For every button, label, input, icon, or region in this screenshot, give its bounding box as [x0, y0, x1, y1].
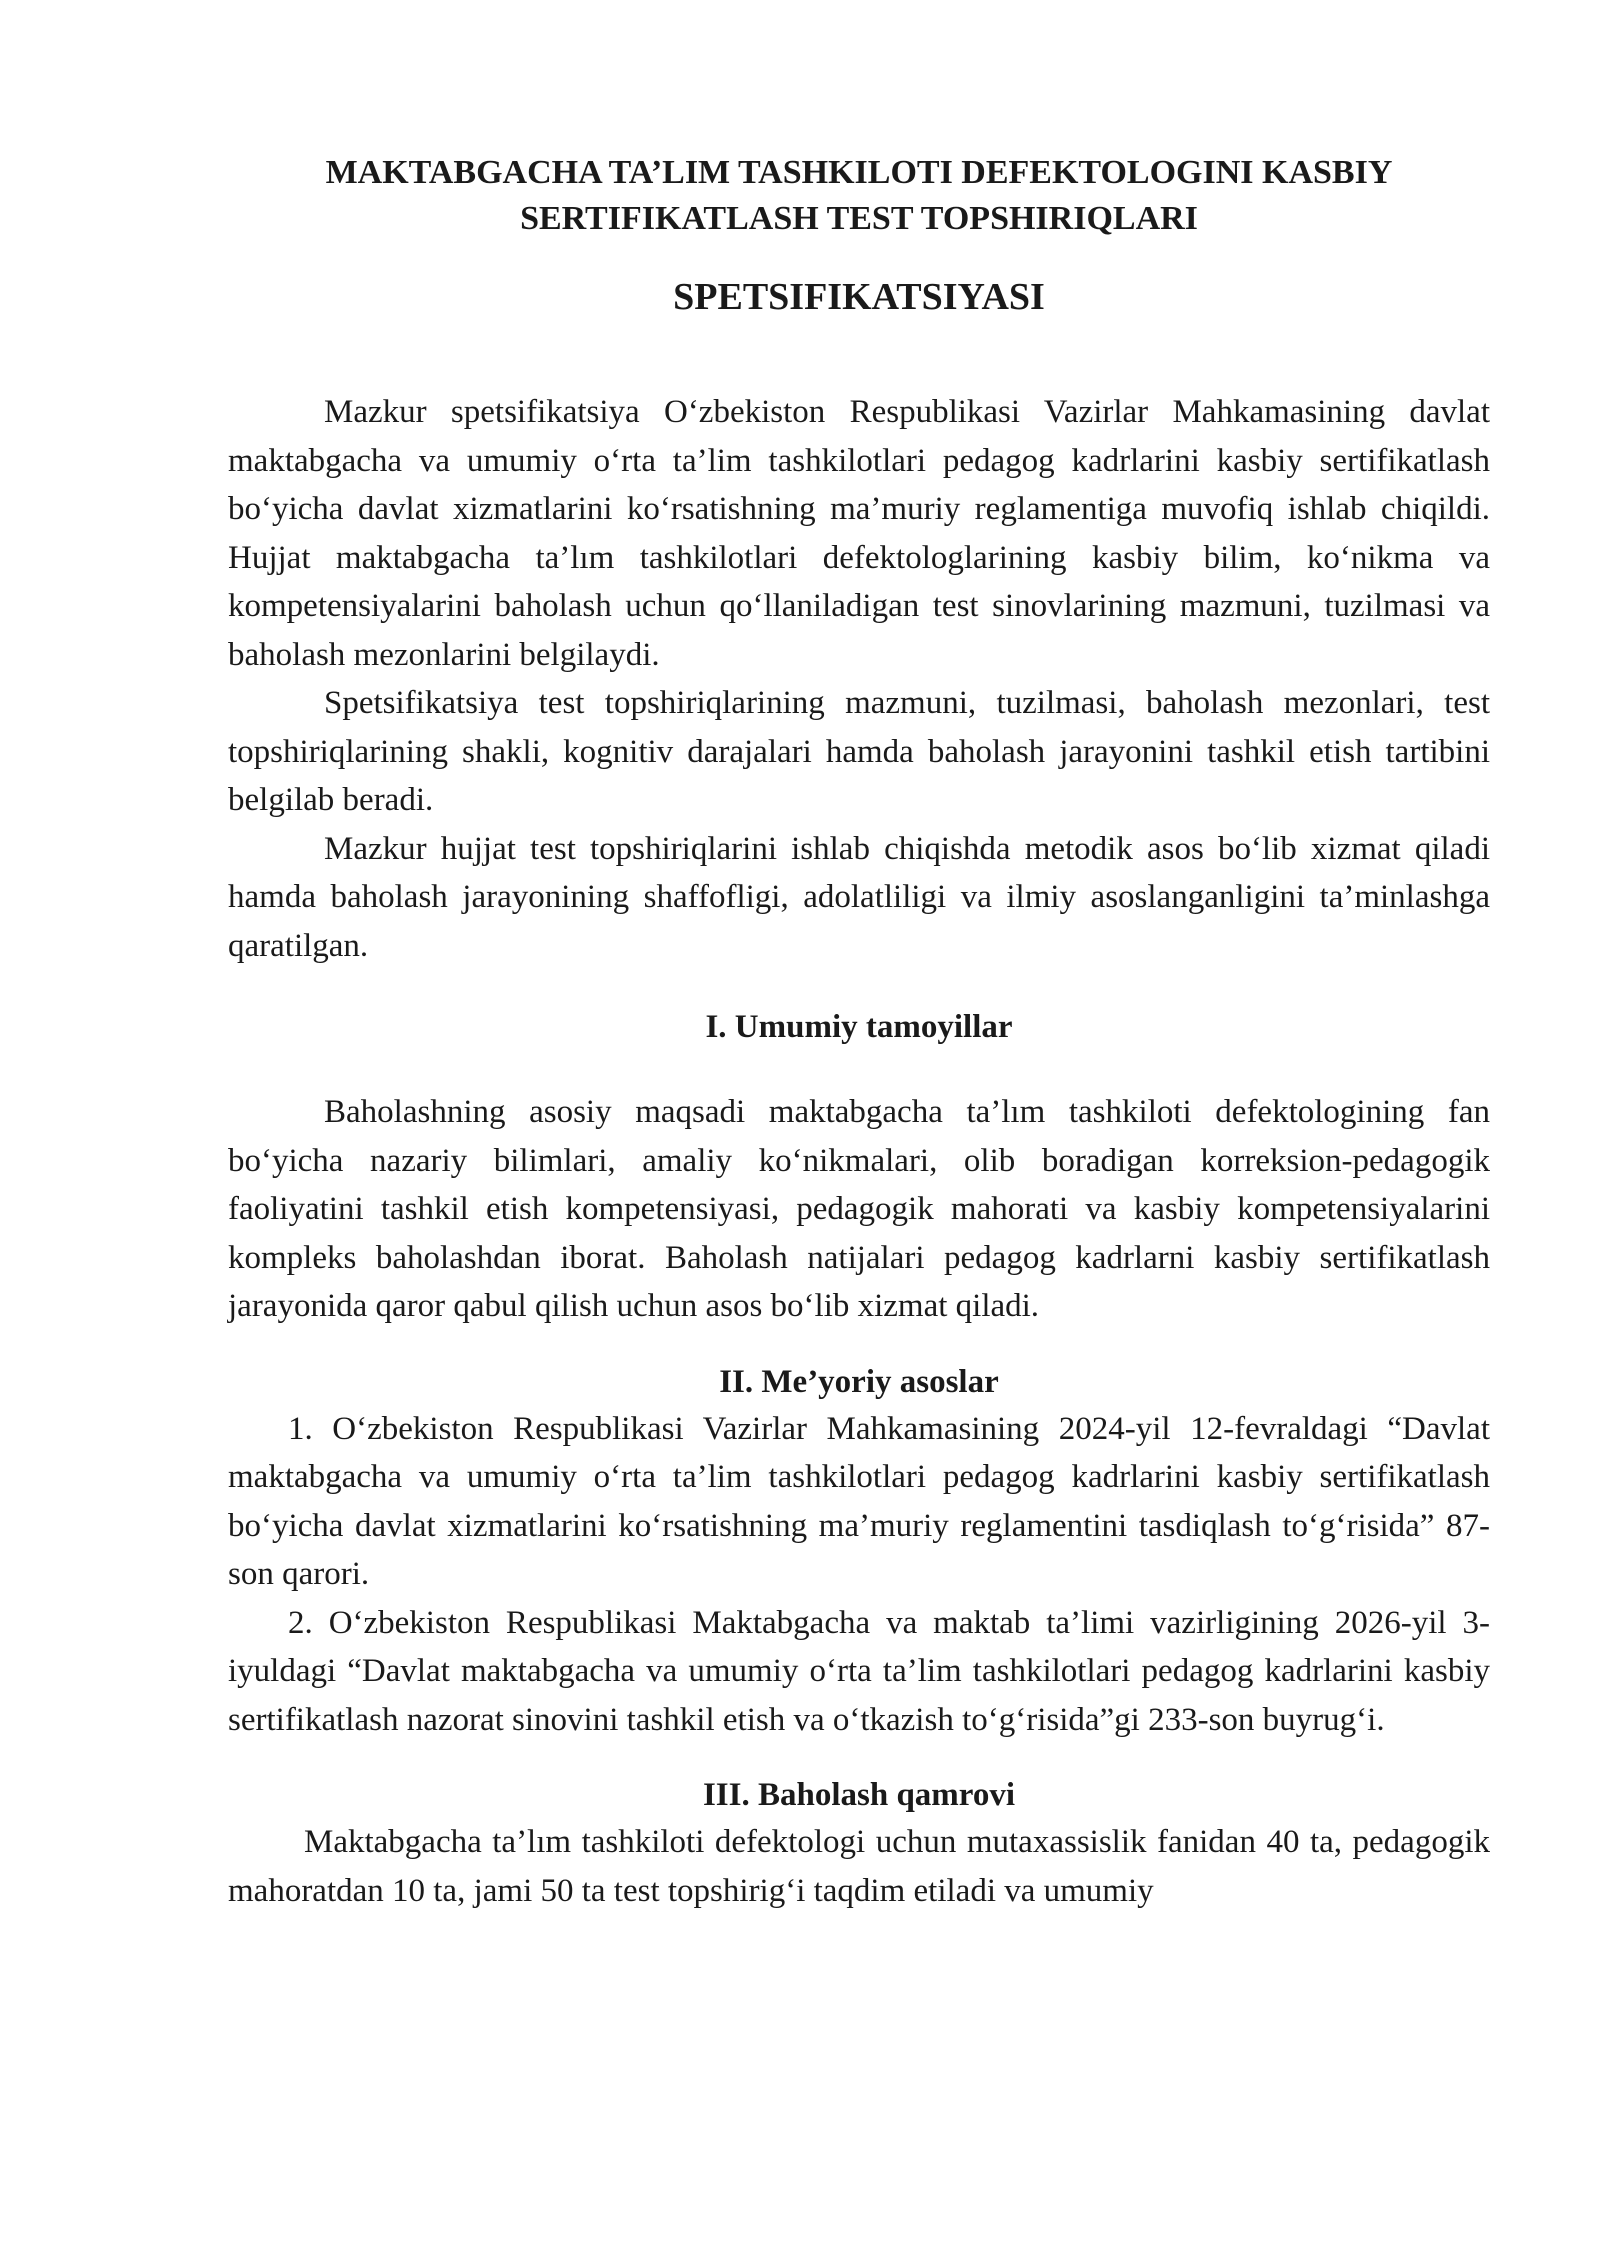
intro-paragraph-2: Spetsifikatsiya test topshiriqlarining mazmuni, tuzilmasi, baholash mezonlari, test topshiriqlarining shakli, kognitiv darajalari hamda baholash jarayonini tashkil etish tartibini belgilab beradi. — [228, 685, 1490, 818]
section-2-item-1: 1. O‘zbekiston Respublikasi Vazirlar Mahkamasining 2024-yil 12-fevraldagi “Davlat maktabgacha va umumiy o‘rta ta’lim tashkilotlari pedagog kadrlarini kasbiy sertifikatlash bo‘yicha davlat xizmatlarini ko‘rsatishning ma’muriy reglamentini tasdiqlash to‘g‘risida” 87-son qarori. — [228, 1410, 1490, 1592]
section-3-paragraph: Maktabgacha ta’lım tashkiloti defektologi uchun mutaxassislik fanidan 40 ta, pedagogik mahoratdan 10 ta, jami 50 ta test topshirig‘i taqdim etiladi va umumiy — [228, 1824, 1490, 1909]
section-3-heading: III. Baholash qamrovi — [702, 1777, 1016, 1813]
intro-paragraph-3: Mazkur hujjat test topshiriqlarini ishlab chiqishda metodik asos bo‘lib xizmat qiladi hamda baholash jarayonining shaffofligi, adolatliligi va ilmiy asoslanganligini ta’minlashga qaratilgan. — [228, 830, 1490, 964]
section-2-heading: II. Me’yoriy asoslar — [719, 1363, 999, 1400]
document-title — [228, 150, 1490, 242]
document-subtitle: SPETSIFIKATSIYASI — [673, 276, 1045, 318]
intro-paragraph-1: Mazkur spetsifikatsiya O‘zbekiston Respublikasi Vazirlar Mahkamasining davlat maktabgacha va umumiy o‘rta ta’lim tashkilotlari pedagog kadrlarini kasbiy sertifikatlash bo‘yicha davlat xizmatlarini ko‘rsatishning ma’muriy reglamentiga muvofiq ishlab chiqildi. Hujjat maktabgacha ta’lım tashkilotlari defektologlarining kasbiy bilim, ko‘nikma va kompetensiyalarini baholash uchun qo‘llaniladigan test sinovlarining mazmuni, tuzilmasi va baholash mezonlarini belgilaydi. — [228, 394, 1490, 673]
section-1-heading: I. Umumiy tamoyillar — [705, 1009, 1013, 1045]
section-2-item-2: 2. O‘zbekiston Respublikasi Maktabgacha va maktab ta’limi vazirligining 2026-yil 3-iyuldagi “Davlat maktabgacha va umumiy o‘rta ta’lim tashkilotlari pedagog kadrlarini kasbiy sertifikatlash nazorat sinovini tashkil etish va o‘tkazish to‘g‘risida”gi 233-son buyrug‘i. — [228, 1604, 1490, 1738]
section-1-paragraph: Baholashning asosiy maqsadi maktabgacha ta’lım tashkiloti defektologining fan bo‘yicha nazariy bilimlari, amaliy ko‘nikmalari, olib boradigan korreksion-pedagogik faoliyatini tashkil etish kompetensiyasi, pedagogik mahorati va kasbiy kompetensiyalarini kompleks baholashdan iborat. Baholash natijalari pedagog kadrlarni kasbiy sertifikatlash jarayonida qaror qabul qilish uchun asos bo‘lib xizmat qiladi. — [228, 1094, 1490, 1324]
title-line-1: MAKTABGACHA TA’LIM TASHKILOTI DEFEKTOLOGINI KASBIY — [325, 154, 1393, 191]
title-line-2: SERTIFIKATLASH TEST TOPSHIRIQLARI — [520, 200, 1198, 237]
document-page — [228, 150, 1490, 1915]
